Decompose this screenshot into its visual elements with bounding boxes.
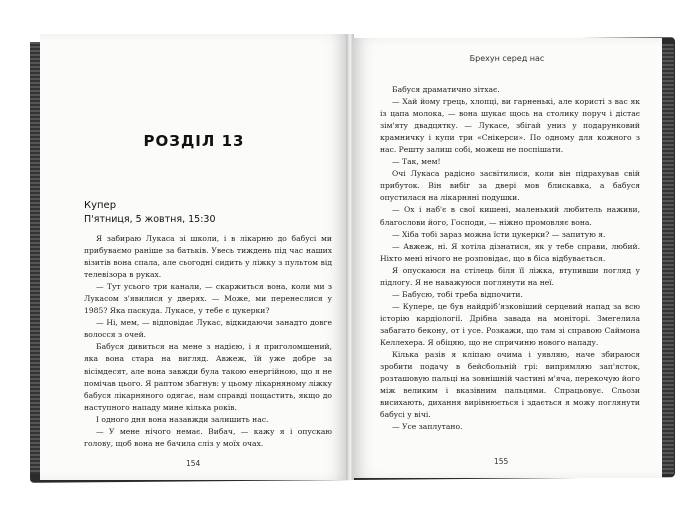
left-page-edges <box>30 42 40 474</box>
page-number-right: 155 <box>494 457 509 466</box>
paragraph: — Бабусю, тобі треба відпочити. <box>392 289 523 299</box>
paragraph: — У мене нічого немає. Вибач, — кажу я і опускаю голову, щоб вона не бачила сліз у моїх очах. <box>84 426 332 448</box>
page-number-left: 154 <box>186 459 201 468</box>
paragraph: Бабуся драматично зітхає. <box>392 85 500 94</box>
paragraph: — Так, мем! <box>392 157 441 167</box>
chapter-title: РОЗДІЛ 13 <box>143 132 245 150</box>
left-page <box>40 34 348 480</box>
paragraph: Я забираю Лукаса зі школи, і в лікарню до бабусі ми прибуваємо раніше за батьків. Увесь тиждень під час наших візитів вона спала, але сьогодні сидить у ліжку з пультом від телевізора в руках. <box>84 234 332 280</box>
paragraph: — Купере, це був найдрібʼязковіший серцевий напад за всю історію кардіології. Дрібна завада на моніторі. Змегелила забагато бекону, от і усе. Розкажи, що там зі справою Саймона Келлехера. Я обіцяю, що не спричиню нового нападу. <box>380 301 640 347</box>
paragraph: Очі Лукаса радісно засвітилися, коли він підрахував свій прибуток. Він вибіг за двері мов блискавка, а бабуся опустилася на лікарняні подушки. <box>380 169 640 203</box>
paragraph: — Хіба тобі зараз можна їсти цукерки? — запитую я. <box>392 229 606 239</box>
paragraph: Кілька разів я кліпаю очима і уявляю, наче збираюся зробити подачу в бейсбольній грі: випрямляю зап'ясток, розташовую пальці на зовнішній частині м'яча, перекочую його між великим і вказівним пальцями. Спрацьовує. Сльози висихають, дихання вирівнюється і здається я можу поглянути бабусі у вічі. <box>380 350 640 420</box>
paragraph: — Ні, мем, — відповідає Лукас, відкидаючи занадто довге волосся з очей. <box>84 318 332 340</box>
paragraph: І одного дня вона назавжди залишить нас. <box>96 414 269 424</box>
right-page <box>352 38 662 478</box>
dateline: П'ятниця, 5 жовтня, 15:30 <box>84 214 216 225</box>
paragraph: — Авжеж, ні. Я хотіла дізнатися, як у тебе справи, любий. Ніхто мені нічого не розповідає, що в біса відбувається. <box>380 241 640 263</box>
paragraph: Я опускаюся на стілець біля її ліжка, втупивши погляд у підлогу. Я не наважуюся поглянути на неї. <box>380 265 640 287</box>
left-body-text <box>84 233 332 450</box>
right-body-text <box>380 84 640 433</box>
paragraph: Бабуся дивиться на мене з надією, і я приголомшений, яка вона стара на вигляд. Авжеж, їй уже добре за вісімдесят, але вона завжди була такою енергійною, що я не помічав цього. Я раптом збагнув: у цьому лікарняному ліжку бабуся лікарняного одягає, нам справді пощастить, якщо до наступного нападу мине кілька років. <box>84 342 332 412</box>
paragraph: — Тут усього три канали, — скаржиться вона, коли ми з Лукасом з'явилися у дверях. — Може, ми перенеслися у 1985? Яка паскуда. Лукасе, у тебе є цукерки? <box>84 282 332 316</box>
paragraph: — Ох і наб'є в свої кишені, маленький любитель наживи, благослови його, Господи, — ніжно промовляє вона. <box>380 205 640 227</box>
right-page-edges <box>662 44 674 474</box>
running-head: Брехун серед нас <box>469 54 545 63</box>
paragraph: — Усе заплутано. <box>392 422 463 432</box>
paragraph: — Хай йому грець, хлопці, ви гарненькі, але користі з вас як із цапа молока, — вона шукає щось на столику поруч і дістає зім'яту двадцятку. — Лукасе, збігай униз у подарунковий крамничку і купи три «Снікерси». По одному для кожного з нас. Решту залиш собі, можеш не поспішати. <box>380 97 640 155</box>
narrator-name: Купер <box>84 200 117 211</box>
